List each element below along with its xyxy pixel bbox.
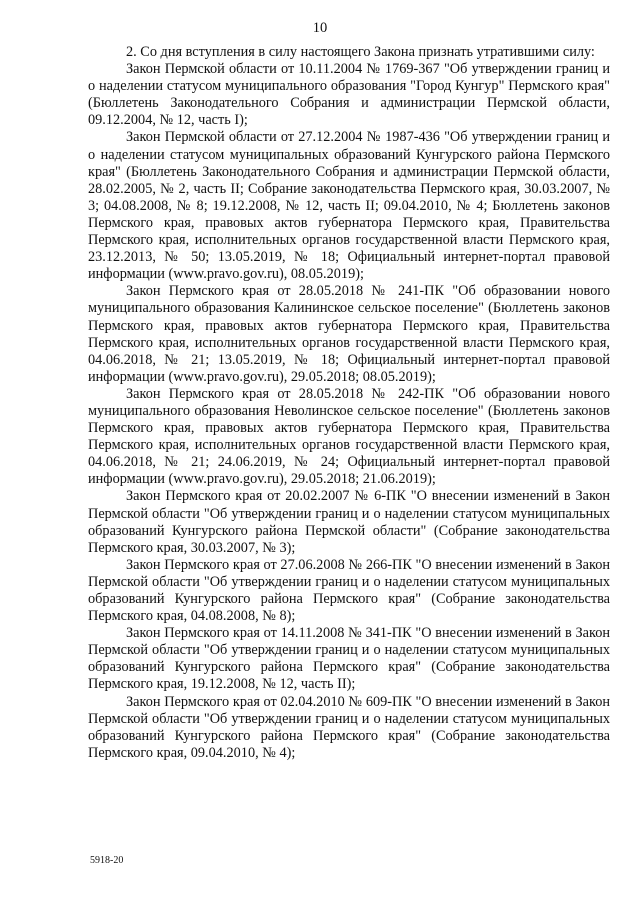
page-number: 10 bbox=[312, 20, 328, 36]
document-registration-code: 5918-20 bbox=[90, 855, 124, 866]
paragraph-law-6-pk: Закон Пермского края от 20.02.2007 № 6-ПК "О внесении изменений в Закон Пермской области "Об утверждении границ и о наделении статусом муниципальных образований Кунгурского района Пермской области" (Собрание законодательства Пермского края, 30.03.2007, № 3); bbox=[88, 488, 610, 556]
paragraph-law-1987-436: Закон Пермской области от 27.12.2004 № 1987-436 "Об утверждении границ и о наделении статусом муниципальных образований Кунгурского района Пермского края" (Бюллетень Законодательного Собрания и администрации Пермской области, 28.02.2005, № 2, часть II; Собрание законодательства Пермского края, 30.03.2007, № 3; 04.08.2008, № 8; 19.12.2008, № 12, часть II; 09.04.2010, № 4; Бюллетень законов Пермского края, правовых актов губернатора Пермского края, Правительства Пермского края, исполнительных органов государственной власти Пермского края, 23.12.2013, № 50; 13.05.2019, № 18; Официальный интернет-портал правовой информации (www.pravo.gov.ru), 08.05.2019); bbox=[88, 129, 610, 283]
paragraph-law-242-pk: Закон Пермского края от 28.05.2018 № 242-ПК "Об образовании нового муниципального образования Неволинское сельское поселение" (Бюллетень законов Пермского края, правовых актов губернатора Пермского края, Правительства Пермского края, исполнительных органов государственной власти Пермского края, 04.06.2018, № 21; 24.06.2019, № 24; Официальный интернет-портал правовой информации (www.pravo.gov.ru), 29.05.2018; 21.06.2019); bbox=[88, 385, 610, 488]
paragraph-law-266-pk: Закон Пермского края от 27.06.2008 № 266-ПК "О внесении изменений в Закон Пермской области "Об утверждении границ и о наделении статусом муниципальных образований Кунгурского района Пермского края" (Собрание законодательства Пермского края, 04.08.2008, № 8); bbox=[88, 556, 610, 625]
paragraph-law-609-pk: Закон Пермского края от 02.04.2010 № 609-ПК "О внесении изменений в Закон Пермской области "Об утверждении границ и о наделении статусом муниципальных образований Кунгурского района Пермского края" (Собрание законодательства Пермского края, 09.04.2010, № 4); bbox=[88, 693, 610, 761]
paragraph-repeal-intro: 2. Со дня вступления в силу настоящего Закона признать утратившими силу: bbox=[126, 44, 595, 60]
document-body bbox=[88, 44, 610, 762]
paragraph-law-241-pk: Закон Пермского края от 28.05.2018 № 241-ПК "Об образовании нового муниципального образования Калининское сельское поселение" (Бюллетень законов Пермского края, правовых актов губернатора Пермского края, Правительства Пермского края, исполнительных органов государственной власти Пермского края, 04.06.2018, № 21; 13.05.2019, № 18; Официальный интернет-портал правовой информации (www.pravo.gov.ru), 29.05.2018; 08.05.2019); bbox=[88, 283, 610, 385]
paragraph-law-1769-367: Закон Пермской области от 10.11.2004 № 1769-367 "Об утверждении границ и о наделении статусом муниципального образования "Город Кунгур" Пермского края" (Бюллетень Законодательного Собрания и администрации Пермской области, 09.12.2004, № 12, часть I); bbox=[88, 61, 610, 129]
paragraph-law-341-pk: Закон Пермского края от 14.11.2008 № 341-ПК "О внесении изменений в Закон Пермской области "Об утверждении границ и о наделении статусом муниципальных образований Кунгурского района Пермского края" (Собрание законодательства Пермского края, 19.12.2008, № 12, часть II); bbox=[88, 625, 610, 693]
